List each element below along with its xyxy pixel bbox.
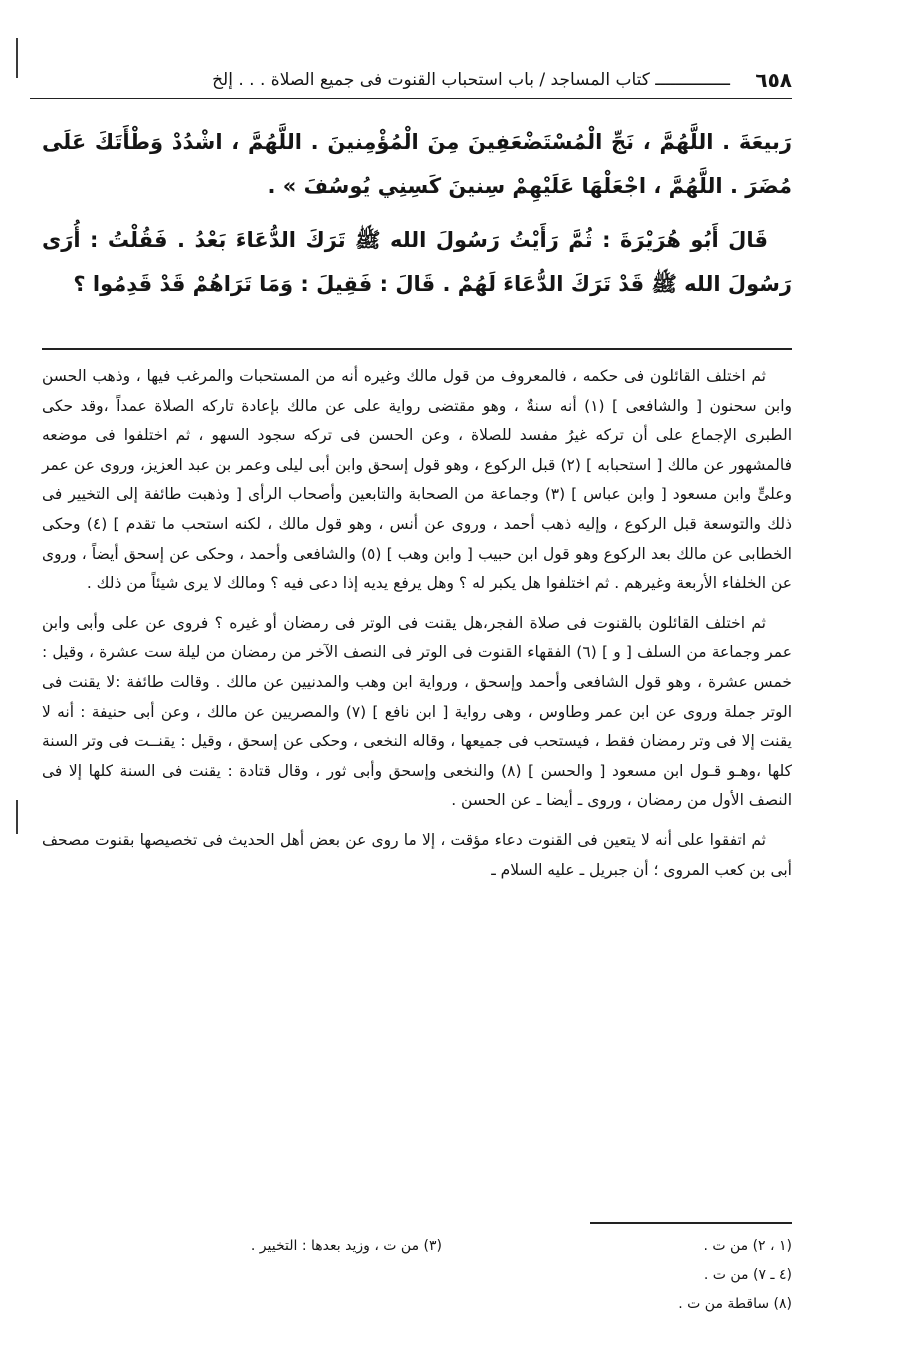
footnote-row [42, 1232, 792, 1261]
footnote-8: (٨) ساقطة من ت . [678, 1296, 792, 1312]
footnote-4-7: (٤ ـ ٧) من ت . [703, 1267, 792, 1283]
footnote-divider [590, 1222, 792, 1224]
page-gutter-mark-top [16, 38, 18, 78]
commentary-paragraph: ثم اختلف القائلون فى حكمه ، فالمعروف من قول مالك وغيره أنه من المستحبات والمرغب فيها ، وذهب الحسن وابن سحنون [ والشافعى ] (١) أنه سنةٌ ، وهو مقتضى رواية على عن مالك بإعادة تاركه الصلاة عمداً ،وقد حكى الطبرى الإجماع على أن تركه غيرُ مفسد للصلاة ، وعن الحسن فى تركه سجود السهو ، ثم اختلفوا فى موضعه فالمشهور عن مالك [ استحبابه ] (٢) قبل الركوع ، وهو قول إسحق وابن أبى ليلى وعمر بن عبد العزيز، وروى عن عمر وعلىٍّ وابن مسعود [ وابن عباس ] (٣) وجماعة من الصحابة والتابعين وأصحاب الرأى [ وذهبت طائفة إلى التخيير فى ذلك والتوسعة قبل الركوع ، وإليه ذهب أحمد ، وروى عن أنس ، وهو قول مالك ، لكنه استحب ما تقدم ] (٤) وحكى الخطابى عن مالك بعد الركوع وهو قول ابن حبيب [ وابن وهب ] (٥) والشافعى وأحمد ، وحكى عن إسحق أيضاً ، وروى عن الخلفاء الأربعة وغيرهم . ثم اختلفوا هل يكبر له ؟ وهل يرفع يديه إذا دعى فيه ؟ ومالك لا يرى شيئاً من ذلك . [42, 367, 792, 593]
commentary-text [42, 362, 792, 895]
page-number: ٦٥٨ [755, 68, 792, 92]
commentary-paragraph: ثم اختلف القائلون بالقنوت فى صلاة الفجر،هل يقنت فى الوتر فى رمضان أو غيره ؟ فروى عن على وأبى وابن عمر وجماعة من السلف [ و ] (٦) الفقهاء القنوت فى الوتر فى النصف الآخر من رمضان من ليلة ست عشرة ، وقيل : خمس عشرة ، وهو قول الشافعى وأحمد وإسحق ، ورواية ابن وهب والمدنيين عن مالك . وقالت طائفة :لا يقنت فى الوتر جملة وروى عن ابن عمر وطاوس ، وهى رواية [ ابن نافع ] (٧) والمصريين عن مالك ، وعن أبى حنيفة : أنه لا يقنت إلا فى وتر رمضان فقط ، فيستحب فى جميعها ، وقاله النخعى ، وحكى عن إسحق ، وقيل : يقنــت فى وتر السنة كلها ،وهـو قـول ابن مسعود [ والحسن ] (٨) والنخعى وإسحق وأبى ثور ، وقال قتادة : يقنت فى السنة كلها إلا فى النصف الأول من رمضان ، وروى ـ أيضا ـ عن الحسن . [42, 613, 793, 810]
page-gutter-mark-middle [16, 800, 18, 834]
hadith-paragraph: قَالَ أَبُو هُرَيْرَةَ : ثُمَّ رَأَيْتُ رَسُولَ الله ﷺ تَرَكَ الدُّعَاءَ بَعْدُ . فَقُلْتُ : أُرَى رَسُولَ الله ﷺ قَدْ تَرَكَ الدُّعَاءَ لَهُمْ . قَالَ : فَقِيلَ : وَمَا تَرَاهُمْ قَدْ قَدِمُوا ؟ [42, 228, 792, 296]
footnote-1-2: (١ ، ٢) من ت . [703, 1238, 792, 1254]
commentary-paragraph: ثم اتفقوا على أنه لا يتعين فى القنوت دعاء مؤقت ، إلا ما روى عن بعض أهل الحديث فى تخصيصها بقنوت مصحف أبى بن كعب المروى ؛ أن جبريل ـ عليه السلام ـ [42, 830, 792, 879]
footnote-row [42, 1290, 792, 1319]
page-header [30, 62, 792, 99]
footnote-3: (٣) من ت ، وزيد بعدها : التخيير . [250, 1238, 442, 1254]
hadith-text [42, 120, 792, 306]
footnote-row [42, 1261, 792, 1290]
section-divider [42, 348, 792, 350]
hadith-paragraph: رَبيعَةَ . اللَّهُمَّ ، نَجِّ الْمُسْتَضْعَفِينَ مِنَ الْمُؤْمِنينَ . اللَّهُمَّ ، اشْدُدْ وَطْأَتَكَ عَلَى مُضَرَ . اللَّهُمَّ ، اجْعَلْهَا عَلَيْهِمْ سِنينَ كَسِنِي يُوسُفَ » . [42, 130, 792, 198]
running-title: ـــــــــــــــ كتاب المساجد / باب استحباب القنوت فى جميع الصلاة . . . إلخ [212, 70, 730, 90]
footnotes [42, 1232, 792, 1319]
